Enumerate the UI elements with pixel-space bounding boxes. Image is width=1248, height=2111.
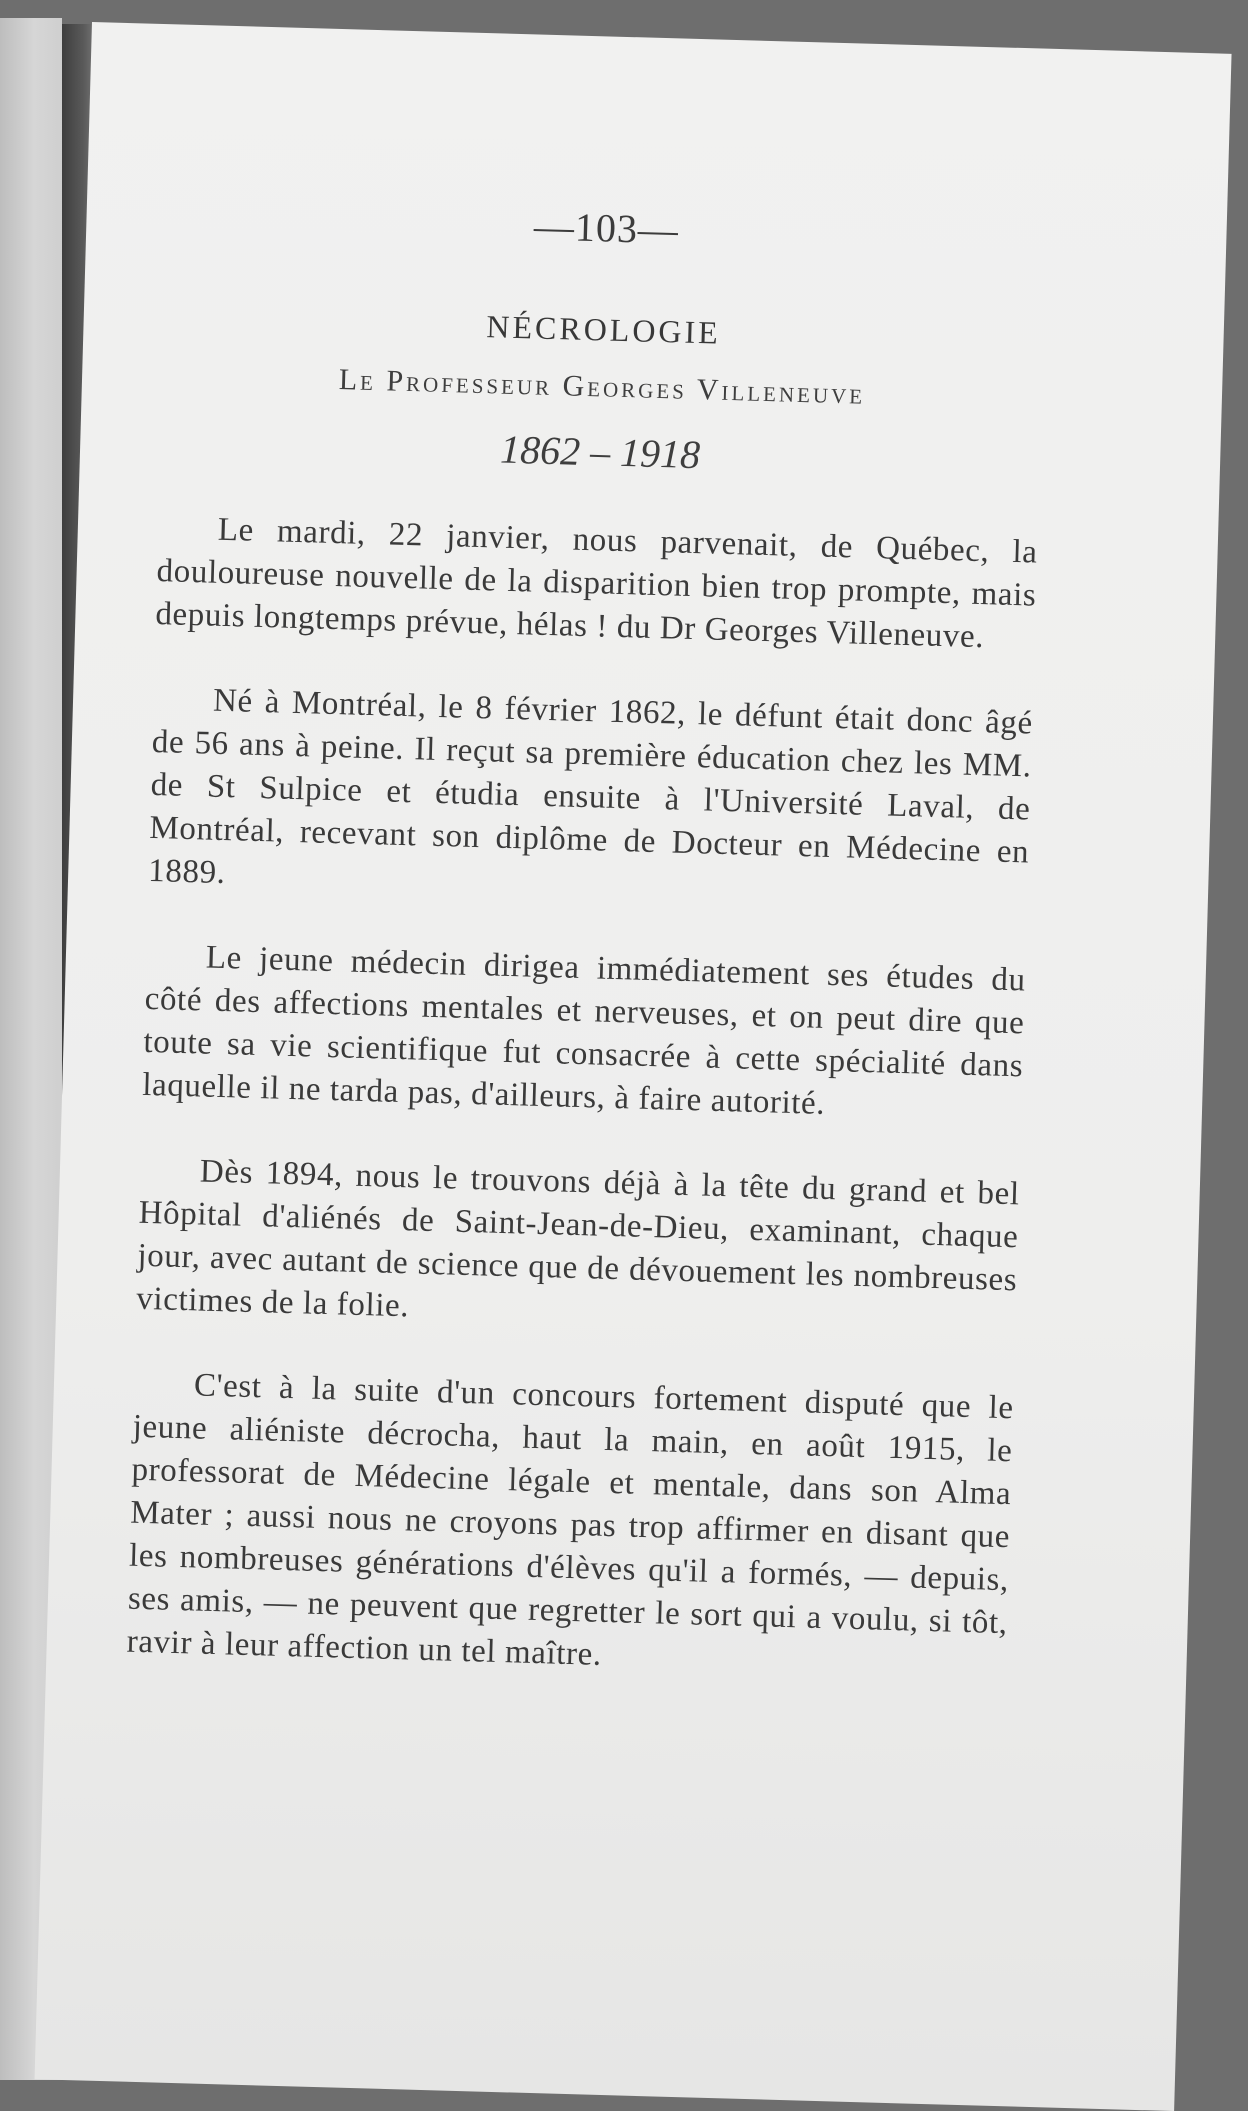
page-content [125,192,1047,1730]
paragraph: Né à Montréal, le 8 février 1862, le défunt était donc âgé de 56 ans à peine. Il reçut sa première éducation chez les MM. de St Sulpice et étudia ensuite à l'Université Laval, de Montréal, recevant son diplôme de Docteur en Médecine en 1889. [147,682,1034,892]
paragraph: Dès 1894, nous le trouvons déjà à la tête du grand et bel Hôpital d'aliénés de Saint-Jean-de-Dieu, examinant, chaque jour, avec autant de science que de dévouement les nombreuses victimes de la folie. [135,1153,1021,1325]
paragraph: C'est à la suite d'un concours fortement disputé que le jeune aliéniste décrocha, haut la main, en août 1915, le professorat de Médecine légale et mentale, dans son Alma Mater ; aussi nous ne croyons pas trop affirmer en disant que les nombreuses générations d'élèves qu'il a formés, — depuis, ses amis, — ne peuvent que regretter le sort qui a voulu, si tôt, ravir à leur affection un tel maître. [126,1367,1015,1673]
paragraph: Le jeune médecin dirigea immédiatement ses études du côté des affections mentales et nerveuses, et on peut dire que toute sa vie scientifique fut consacrée à cette spécialité dans laquelle il ne tarda pas, d'ailleurs, à faire autorité. [141,939,1027,1122]
page-number: —103— [533,203,680,253]
book-page [35,22,1232,2111]
section-title: NÉCROLOGIE [485,308,722,351]
life-dates: 1862 – 1918 [499,426,701,478]
article-subtitle: Le Professeur Georges Villeneuve [338,363,866,411]
paragraph: Le mardi, 22 janvier, nous parvenait, de Québec, la douloureuse nouvelle de la disparition bien trop prompte, mais depuis longtemps prévue, hélas ! du Dr Georges Villeneuve. [154,511,1039,656]
